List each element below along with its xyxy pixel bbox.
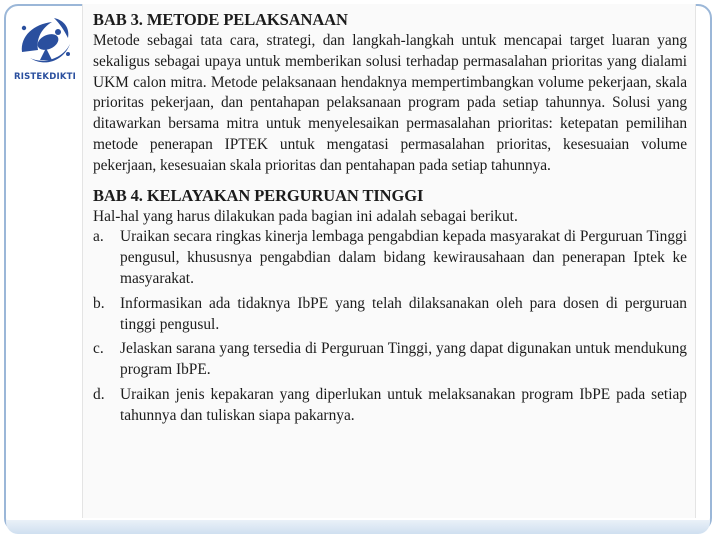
section-heading: BAB 3. METODE PELAKSANAAN	[93, 10, 348, 29]
section-bab-3	[93, 10, 687, 177]
document-page	[82, 4, 696, 518]
slide-bottom-band	[6, 520, 710, 534]
logo-wordmark: RISTEKDIKTI	[14, 72, 76, 82]
list-marker: d.	[93, 385, 105, 403]
section-intro: Hal-hal yang harus dilakukan pada bagian ini adalah sebagai berikut.	[93, 207, 518, 225]
section-heading: BAB 4. KELAYAKAN PERGURUAN TINGGI	[93, 185, 424, 205]
list-item	[93, 294, 687, 336]
list-item-text: Informasikan ada tidaknya IbPE yang telah dilaksanakan oleh para dosen di perguruan tinggi pengusul.	[120, 294, 687, 333]
list-item	[93, 227, 687, 289]
list-marker: c.	[93, 340, 104, 358]
list-item	[93, 339, 687, 381]
list-item	[93, 385, 687, 427]
list-marker: a.	[93, 228, 104, 246]
ristekdikti-logo	[12, 14, 78, 86]
section-paragraph: Metode sebagai tata cara, strategi, dan langkah-langkah untuk mencapai target luaran yang sekaligus sebagai upaya untuk memberikan solusi terhadap permasalahan prioritas yang dialami UKM calon mitra. Metode pelaksanaan hendaknya mempertimbangkan volume pekerjaan, skala prioritas pekerjaan, dan pentahapan pelaksanaan program pada setiap tahunnya. Solusi yang ditawarkan bersama mitra untuk menyelesaikan permasalahan prioritas: ketepatan pemilihan metode penerapan IPTEK untuk mengatasi permasalahan prioritas, kesesuaian volume pekerjaan, kesesuaian skala prioritas dan pentahapan pada setiap tahunnya.	[93, 32, 687, 174]
ristekdikti-logo-icon	[12, 14, 78, 74]
section-bab-4	[93, 186, 687, 427]
list-item-text: Jelaskan sarana yang tersedia di Perguruan Tinggi, yang dapat digunakan untuk mendukung program IbPE.	[120, 340, 687, 379]
list-item-text: Uraikan jenis kepakaran yang diperlukan untuk melaksanakan program IbPE pada setiap tahunnya dan tuliskan siapa pakarnya.	[120, 385, 687, 424]
list-item-text: Uraikan secara ringkas kinerja lembaga pengabdian kepada masyarakat di Perguruan Tinggi pengusul, khususnya pengabdian dalam bidang kewirausahaan dan penerapan Iptek ke masyarakat.	[120, 228, 687, 287]
list-marker: b.	[93, 294, 105, 312]
